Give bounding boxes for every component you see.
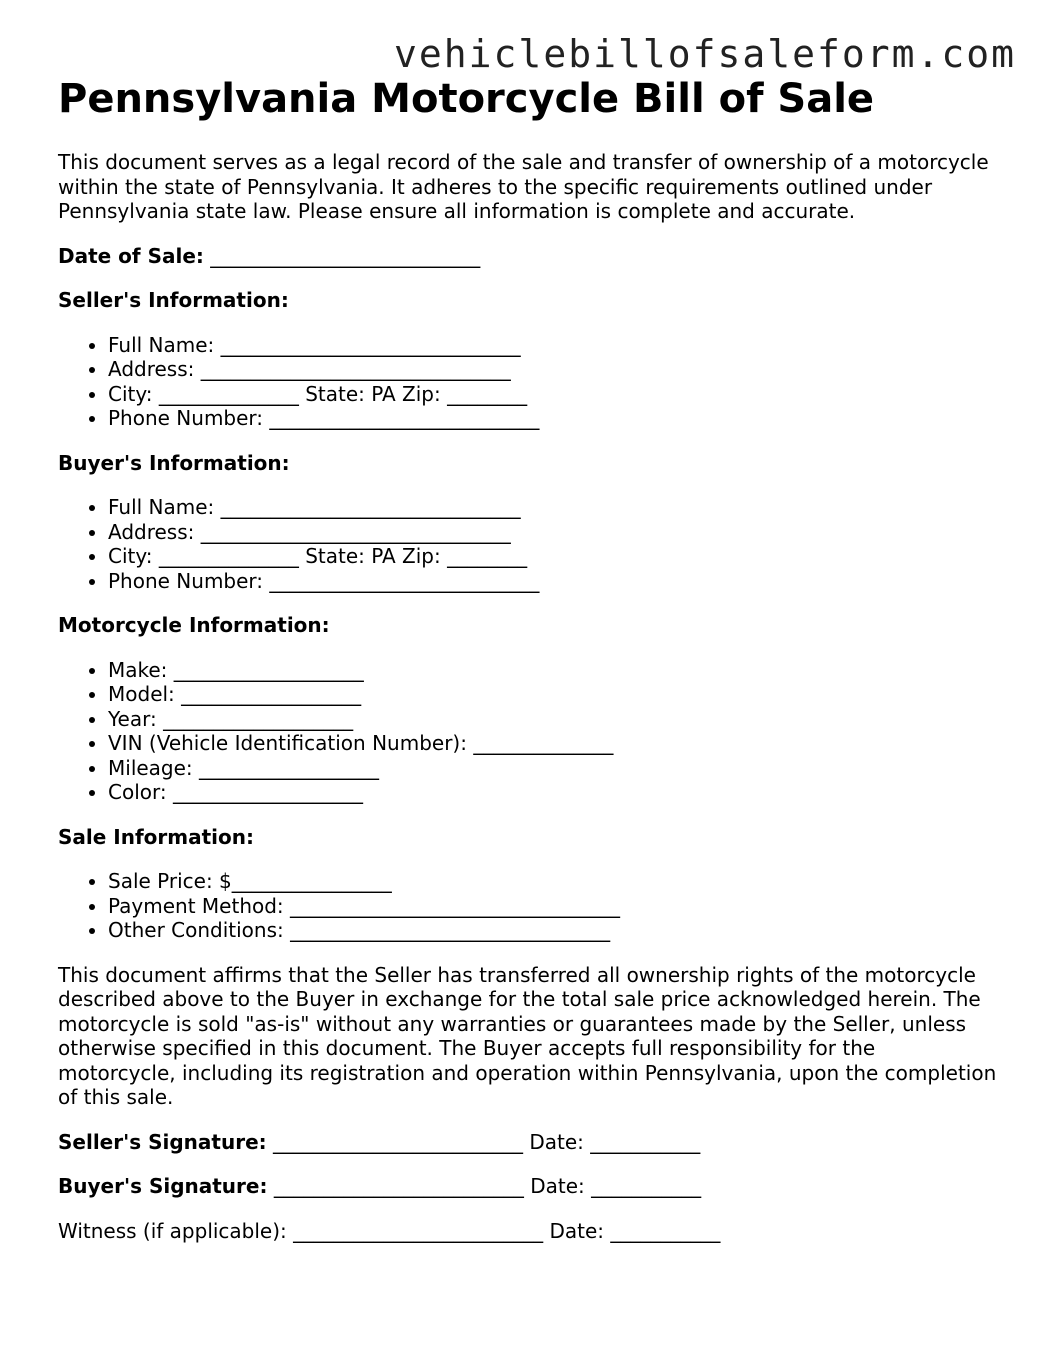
date-of-sale-label: Date of Sale: (58, 243, 204, 268)
seller-city-state-zip-field[interactable]: • City: ______________ State: PA Zip: ________ (108, 382, 998, 407)
page-title: Pennsylvania Motorcycle Bill of Sale (58, 76, 875, 122)
buyer-signature-line (58, 1174, 998, 1199)
seller-signature-line (58, 1130, 998, 1155)
witness-label: Witness (if applicable): (58, 1218, 287, 1243)
motorcycle-list (58, 658, 998, 805)
color-field[interactable]: • Color: ___________________ (108, 780, 998, 805)
buyer-full-name-field[interactable]: • Full Name: ______________________________ (108, 495, 998, 520)
witness-signature-field[interactable]: _________________________ Date: ___________ (286, 1218, 721, 1243)
buyer-address-field[interactable]: • Address: _______________________________ (108, 520, 998, 545)
model-field[interactable]: • Model: __________________ (108, 682, 998, 707)
intro-paragraph: This document serves as a legal record of the sale and transfer of ownership of a motorcycle within the state of Pennsylvania. It adheres to the specific requirements outlined under Pennsylvania state law. Please ensure all information is complete and accurate. (58, 150, 989, 223)
seller-signature-field[interactable]: _________________________ Date: ___________ (266, 1129, 701, 1154)
date-of-sale-field[interactable]: ___________________________ (203, 243, 481, 268)
buyer-signature-field[interactable]: _________________________ Date: ___________ (267, 1174, 702, 1198)
seller-signature-label: Seller's Signature: (58, 1129, 267, 1154)
buyer-section-title: Buyer's Information: (58, 450, 290, 475)
document (58, 72, 998, 1243)
seller-full-name-field[interactable]: • Full Name: ______________________________ (108, 333, 998, 358)
buyer-list (58, 495, 998, 593)
closing-paragraph: This document affirms that the Seller has transferred all ownership rights of the motorcycle described above to the Buyer in exchange for the total sale price acknowledged herein. The motorcycle is sold "as-is" without any warranties or guarantees made by the Seller, unless otherwise specified in this document. The Buyer accepts full responsibility for the motorcycle, including its registration and operation within Pennsylvania, upon the completion of this sale. (58, 962, 997, 1109)
seller-phone-field[interactable]: • Phone Number: ___________________________ (108, 406, 998, 431)
sale-price-field[interactable]: • Sale Price: $________________ (108, 869, 998, 894)
payment-method-field[interactable]: • Payment Method: _________________________________ (108, 894, 998, 919)
seller-list (58, 333, 998, 431)
seller-address-field[interactable]: • Address: _______________________________ (108, 357, 998, 382)
buyer-signature-label: Buyer's Signature: (58, 1174, 268, 1198)
witness-signature-line (58, 1219, 998, 1244)
sale-section-title: Sale Information: (58, 824, 254, 849)
year-field[interactable]: • Year: ___________________ (108, 707, 998, 732)
watermark: vehiclebillofsaleform.com (394, 32, 1016, 76)
seller-section-title: Seller's Information: (58, 288, 289, 312)
date-of-sale-line (58, 244, 998, 269)
buyer-phone-field[interactable]: • Phone Number: ___________________________ (108, 569, 998, 594)
make-field[interactable]: • Make: ___________________ (108, 658, 998, 683)
motorcycle-section-title: Motorcycle Information: (58, 613, 330, 637)
sale-list (58, 869, 998, 943)
vin-field[interactable]: • VIN (Vehicle Identification Number): ______________ (108, 731, 998, 756)
other-conditions-field[interactable]: • Other Conditions: ________________________________ (108, 918, 998, 943)
buyer-city-state-zip-field[interactable]: • City: ______________ State: PA Zip: ________ (108, 544, 998, 569)
mileage-field[interactable]: • Mileage: __________________ (108, 756, 998, 781)
